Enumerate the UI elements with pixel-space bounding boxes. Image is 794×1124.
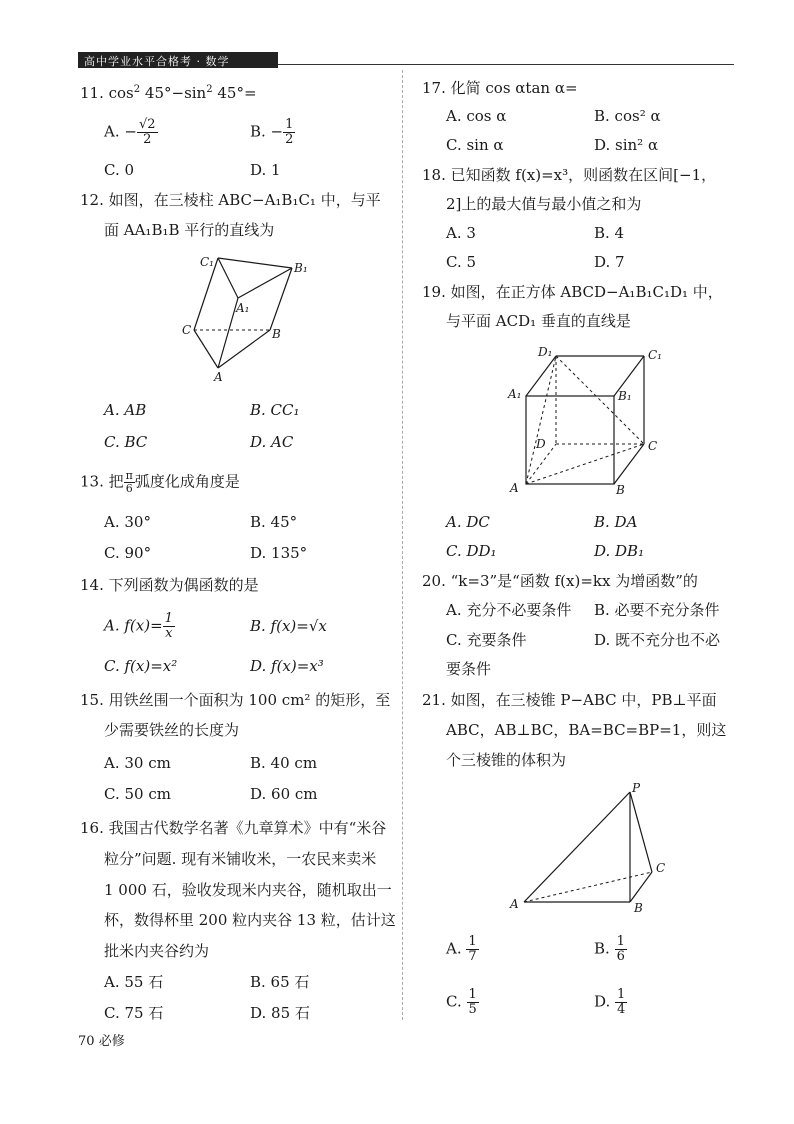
q19-stem-line1: 19. 如图，在正方体 ABCD−A₁B₁C₁D₁ 中， (422, 283, 723, 301)
q12-label-a: A (214, 370, 223, 384)
q16-option-c[interactable]: C. 75 石 (104, 1004, 164, 1022)
q21-label-a: A (510, 897, 519, 911)
q12-label-a1: A₁ (236, 301, 250, 315)
q12-option-b[interactable]: B. CC₁ (250, 401, 300, 419)
q13-option-b[interactable]: B. 45° (250, 513, 298, 531)
q15-option-b[interactable]: B. 40 cm (250, 754, 318, 772)
q12-option-d[interactable]: D. AC (250, 433, 294, 451)
q19-option-d[interactable]: D. DB₁ (594, 542, 645, 560)
q16-stem-line3: 1 000 石，验收发现米内夹谷，随机取出一 (104, 881, 392, 899)
q12-stem-line1: 12. 如图，在三棱柱 ABC−A₁B₁C₁ 中，与平 (80, 191, 381, 209)
q12-prism-figure (170, 250, 330, 385)
q15-option-c[interactable]: C. 50 cm (104, 785, 171, 803)
q21-stem-line1: 21. 如图，在三棱锥 P−ABC 中，PB⊥平面 (422, 691, 717, 709)
q16-stem-line1: 16. 我国古代数学名著《九章算术》中有“米谷 (80, 819, 387, 837)
q19-option-b[interactable]: B. DA (594, 513, 638, 531)
q19-label-a: A (510, 481, 519, 495)
q12-label-b: B (272, 327, 281, 341)
q21-stem-line3: 个三棱锥的体积为 (446, 751, 567, 769)
q21-option-c[interactable]: C. $\frac{1}{5}$ (446, 987, 477, 1017)
q19-option-c[interactable]: C. DD₁ (446, 542, 497, 560)
q14-option-a[interactable]: A. f(x)= $\frac{1}{x}$ (104, 611, 173, 641)
q15-option-d[interactable]: D. 60 cm (250, 785, 318, 803)
q15-option-a[interactable]: A. 30 cm (104, 754, 171, 772)
q19-stem-line2: 与平面 ACD₁ 垂直的直线是 (446, 312, 631, 330)
page-number: 70 (78, 1034, 95, 1049)
q12-option-c[interactable]: C. BC (104, 433, 148, 451)
q17-stem: 17. 化简 cos αtan α= (422, 79, 578, 97)
q19-label-d1: D₁ (538, 345, 553, 359)
q12-label-b1: B₁ (294, 261, 308, 275)
q20-option-d-cont: 要条件 (446, 660, 492, 678)
q21-option-b[interactable]: B. $\frac{1}{6}$ (594, 934, 625, 964)
q20-option-b[interactable]: B. 必要不充分条件 (594, 601, 720, 619)
q12-label-c: C (182, 323, 192, 337)
q19-label-c: C (648, 439, 658, 453)
q11-stem: 11. $\cos^2 45^\circ-\sin^2$ 45°= (80, 84, 257, 102)
q16-stem-line4: 杯，数得杯里 200 粒内夹谷 13 粒，估计这 (104, 911, 396, 929)
q11-option-b[interactable]: B. − $\frac{1}{2}$ (250, 117, 294, 147)
q15-stem-line2: 少需要铁丝的长度为 (104, 721, 240, 739)
q16-stem-line2: 粒分”问题. 现有米铺收米，一农民来卖米 (104, 850, 377, 868)
q17-option-c[interactable]: C. sin α (446, 136, 504, 154)
q18-stem-line2: 2]上的最大值与最小值之和为 (446, 195, 642, 213)
q11-option-c[interactable]: C. 0 (104, 161, 135, 179)
q18-option-a[interactable]: A. 3 (446, 224, 476, 242)
q18-stem-line1: 18. 已知函数 f(x)=x³，则函数在区间[−1， (422, 166, 717, 184)
q13-option-a[interactable]: A. 30° (104, 513, 151, 531)
q19-cube-figure (504, 340, 674, 500)
q14-option-c[interactable]: C. f(x)=x² (104, 657, 178, 675)
q13-stem: 13. 把 $\frac{\pi}{6}$ 弧度化成角度是 (80, 469, 240, 495)
q20-stem: 20. “k=3”是“函数 f(x)=kx 为增函数”的 (422, 572, 698, 590)
q17-option-d[interactable]: D. sin² α (594, 136, 659, 154)
q12-option-a[interactable]: A. AB (104, 401, 147, 419)
q11-option-a[interactable]: A. − $\frac{√2}{2}$ (104, 117, 156, 147)
q13-option-c[interactable]: C. 90° (104, 544, 152, 562)
q18-option-d[interactable]: D. 7 (594, 253, 625, 271)
q16-option-b[interactable]: B. 65 石 (250, 973, 310, 991)
q21-option-d[interactable]: D. $\frac{1}{4}$ (594, 987, 626, 1017)
q21-option-a[interactable]: A. $\frac{1}{7}$ (446, 934, 477, 964)
q16-stem-line5: 批米内夹谷约为 (104, 942, 210, 960)
q14-stem: 14. 下列函数为偶函数的是 (80, 576, 259, 594)
header-rule (278, 64, 734, 65)
q21-label-c: C (656, 861, 666, 875)
column-divider (402, 70, 403, 1020)
q19-label-a1: A₁ (508, 387, 522, 401)
page-footer (78, 1030, 125, 1049)
q12-label-c1: C₁ (200, 255, 214, 269)
q20-option-d[interactable]: D. 既不充分也不必 (594, 631, 721, 649)
q21-label-b: B (634, 901, 643, 915)
q16-option-d[interactable]: D. 85 石 (250, 1004, 310, 1022)
q14-option-b[interactable]: B. f(x)=√x (250, 617, 327, 635)
q19-option-a[interactable]: A. DC (446, 513, 490, 531)
q21-label-p: P (632, 781, 641, 795)
q21-stem-line2: ABC，AB⊥BC，BA=BC=BP=1，则这 (446, 721, 727, 739)
footer-label: 必修 (98, 1034, 125, 1049)
q19-label-b: B (616, 483, 625, 497)
q17-option-a[interactable]: A. cos α (446, 107, 507, 125)
q21-pyramid-figure (500, 778, 680, 918)
q16-option-a[interactable]: A. 55 石 (104, 973, 164, 991)
q20-option-a[interactable]: A. 充分不必要条件 (446, 601, 572, 619)
q14-option-d[interactable]: D. f(x)=x³ (250, 657, 324, 675)
q12-stem-line2: 面 AA₁B₁B 平行的直线为 (104, 221, 275, 239)
q18-option-b[interactable]: B. 4 (594, 224, 625, 242)
q13-option-d[interactable]: D. 135° (250, 544, 308, 562)
q18-option-c[interactable]: C. 5 (446, 253, 477, 271)
q19-label-c1: C₁ (648, 348, 662, 362)
header-title: 高中学业水平合格考 · 数学 (84, 55, 230, 68)
q19-label-b1: B₁ (618, 389, 632, 403)
q17-option-b[interactable]: B. cos² α (594, 107, 661, 125)
q20-option-c[interactable]: C. 充要条件 (446, 631, 527, 649)
q11-option-d[interactable]: D. 1 (250, 161, 281, 179)
q19-label-d: D (536, 437, 546, 451)
q15-stem-line1: 15. 用铁丝围一个面积为 100 cm² 的矩形，至 (80, 691, 391, 709)
